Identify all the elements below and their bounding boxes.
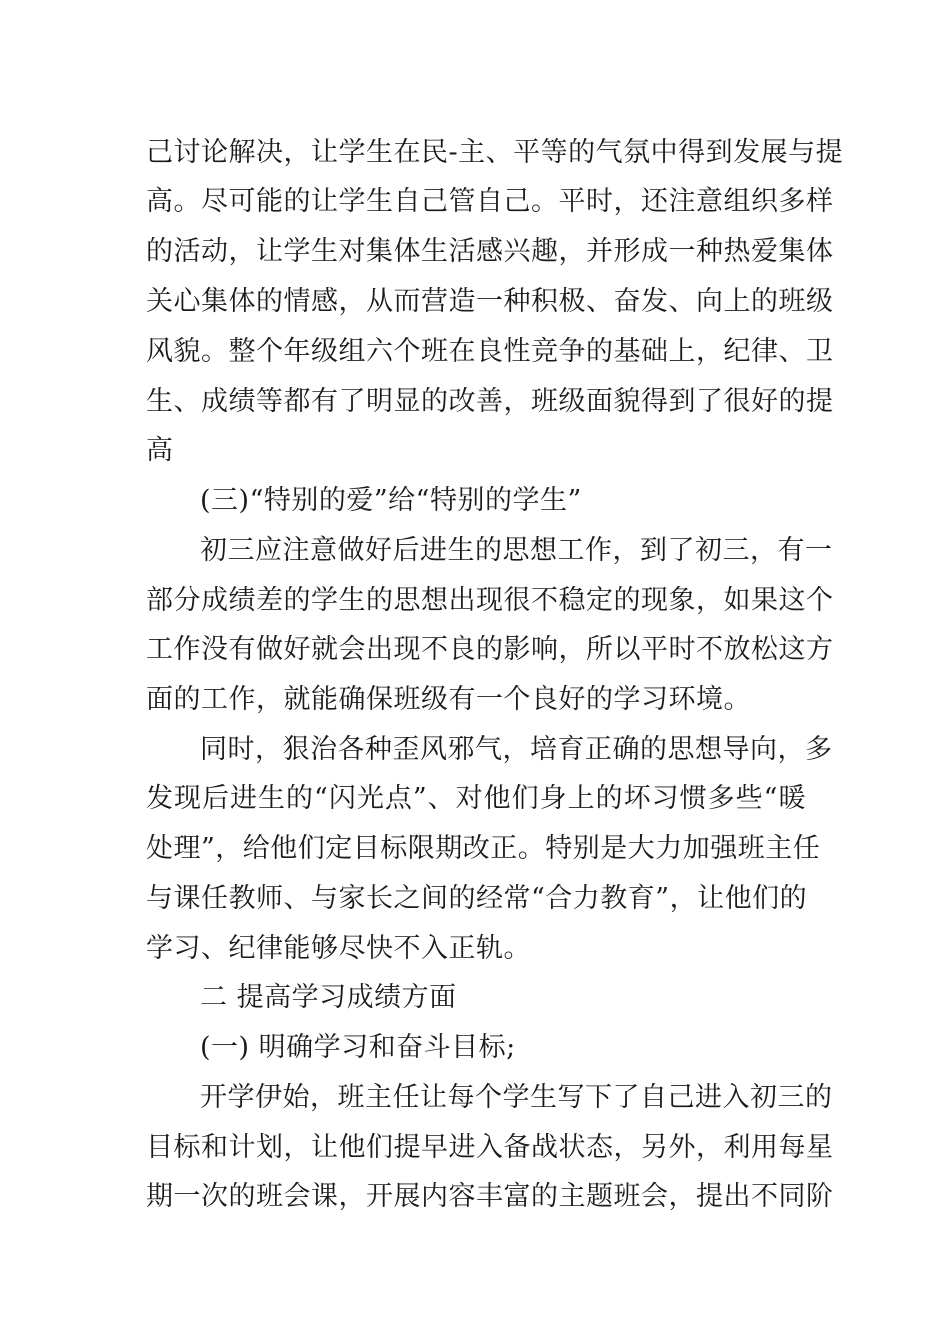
- body-text-line: 发现后进生的“闪光点”、对他们身上的坏习惯多些“暖: [146, 783, 806, 814]
- body-text-line: 风貌。整个年级组六个班在良性竞争的基础上，纪律、卫: [146, 336, 834, 367]
- body-text-line: 高: [146, 435, 174, 466]
- body-text-line: 己讨论解决，让学生在民-主、平等的气氛中得到发展与提: [146, 137, 844, 168]
- body-text-line: 目标和计划，让他们提早进入备战状态，另外，利用每星: [146, 1132, 834, 1163]
- body-text-line: 期一次的班会课，开展内容丰富的主题班会，提出不同阶: [146, 1181, 834, 1212]
- section-heading: (三)“特别的爱”给“特别的学生”: [200, 485, 582, 516]
- body-text-line: 初三应注意做好后进生的思想工作，到了初三，有一: [200, 535, 833, 566]
- body-text-line: 同时，狠治各种歪风邪气，培育正确的思想导向，多: [200, 734, 833, 765]
- body-text-line: 的活动，让学生对集体生活感兴趣，并形成一种热爱集体: [146, 236, 834, 267]
- section-heading: 二 提高学习成绩方面: [200, 982, 457, 1013]
- subsection-heading: (一) 明确学习和奋斗目标;: [200, 1032, 516, 1063]
- body-text-line: 关心集体的情感，从而营造一种积极、奋发、向上的班级: [146, 286, 834, 317]
- body-text-line: 面的工作，就能确保班级有一个良好的学习环境。: [146, 684, 751, 715]
- body-text-line: 工作没有做好就会出现不良的影响，所以平时不放松这方: [146, 634, 834, 665]
- body-text-line: 生、成绩等都有了明显的改善，班级面貌得到了很好的提: [146, 386, 834, 417]
- body-text-line: 高。尽可能的让学生自己管自己。平时，还注意组织多样: [146, 186, 834, 217]
- body-text-line: 学习、纪律能够尽快不入正轨。: [146, 933, 531, 964]
- body-text-line: 开学伊始，班主任让每个学生写下了自己进入初三的: [200, 1082, 833, 1113]
- body-text-line: 部分成绩差的学生的思想出现很不稳定的现象，如果这个: [146, 585, 834, 616]
- body-text-line: 处理”，给他们定目标限期改正。特别是大力加强班主任: [146, 833, 821, 864]
- body-text-line: 与课任教师、与家长之间的经常“合力教育”，让他们的: [146, 883, 808, 914]
